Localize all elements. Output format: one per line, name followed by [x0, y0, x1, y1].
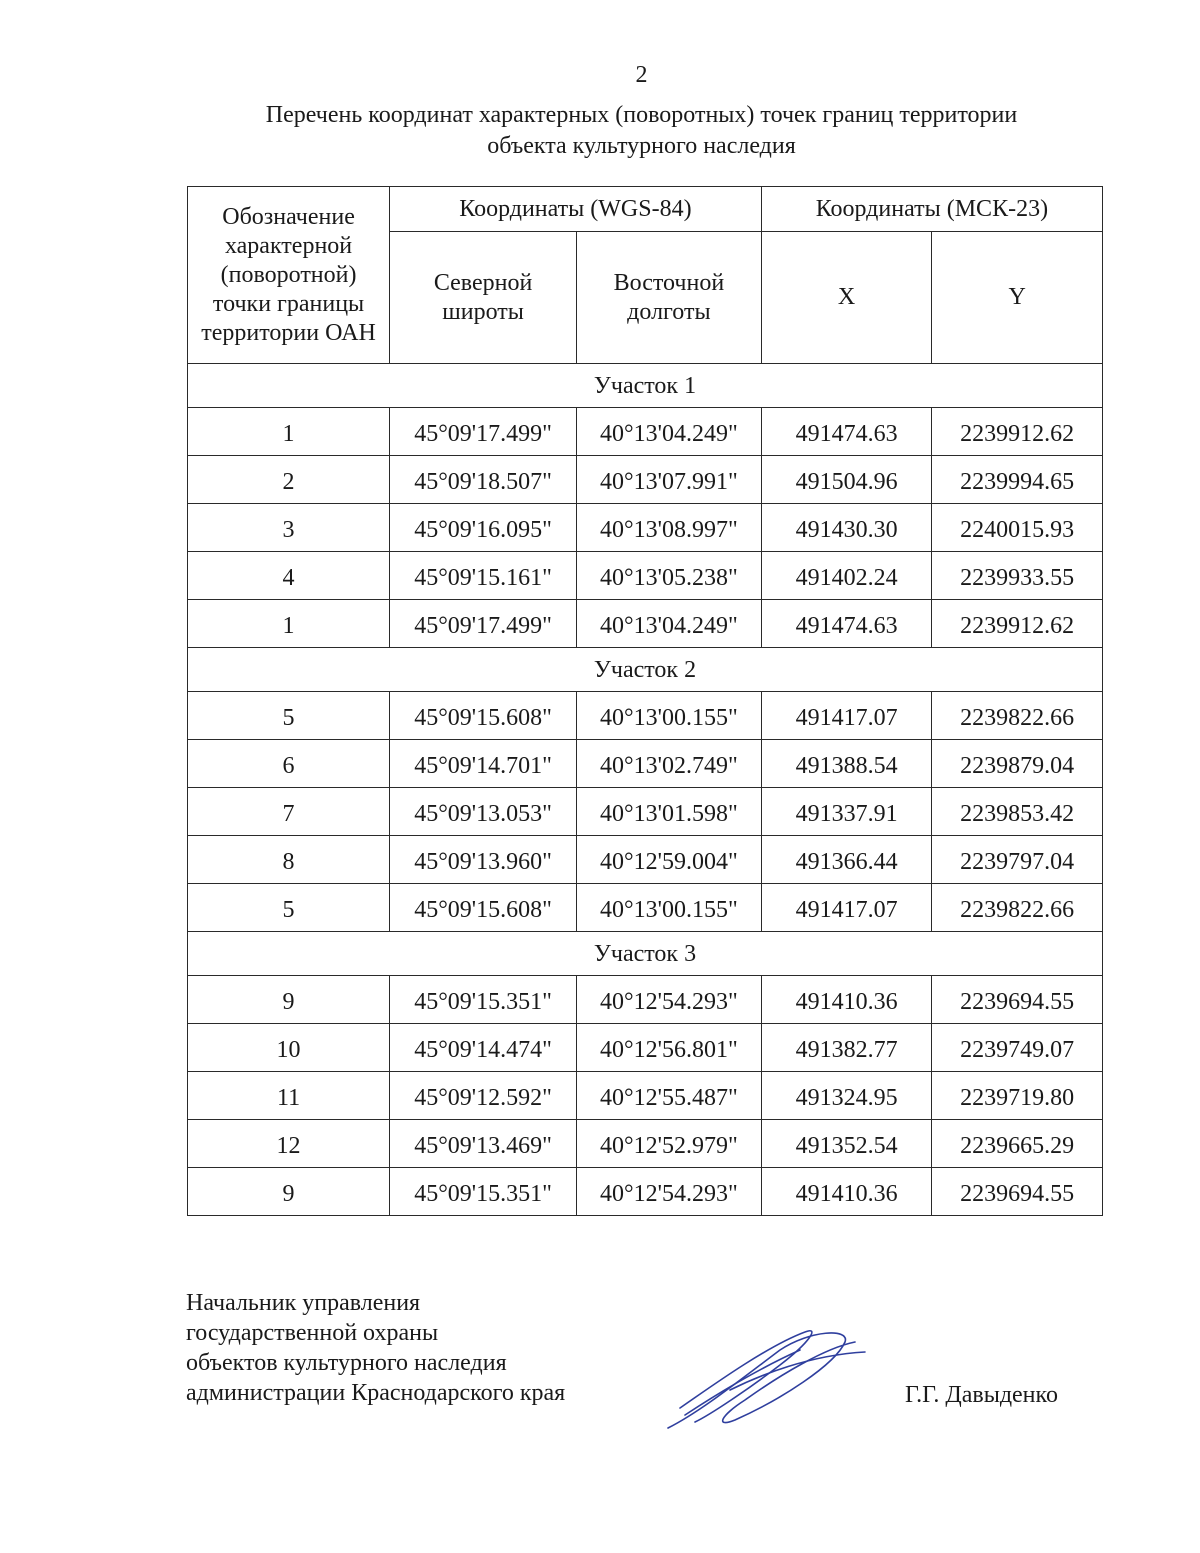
cell-point: 6: [188, 740, 390, 788]
cell-longitude: 40°13'00.155": [577, 884, 762, 932]
title-line-1: Перечень координат характерных (поворотных) точек границ территории: [265, 102, 1018, 128]
cell-longitude: 40°12'54.293": [577, 1168, 762, 1216]
table-row: [188, 740, 1103, 788]
cell-point: 3: [188, 504, 390, 552]
cell-longitude: 40°13'01.598": [577, 788, 762, 836]
handwritten-signature: [660, 1320, 880, 1440]
header-msk23: Координаты (МСК-23): [761, 187, 1102, 232]
cell-x: 491474.63: [761, 408, 932, 456]
cell-longitude: 40°13'08.997": [577, 504, 762, 552]
cell-latitude: 45°09'17.499": [390, 408, 577, 456]
cell-x: 491402.24: [761, 552, 932, 600]
table-row: [188, 408, 1103, 456]
position-line-4: администрации Краснодарского края: [186, 1380, 566, 1406]
table-row: [188, 1120, 1103, 1168]
cell-longitude: 40°13'07.991": [577, 456, 762, 504]
cell-longitude: 40°12'52.979": [577, 1120, 762, 1168]
cell-latitude: 45°09'17.499": [390, 600, 577, 648]
cell-longitude: 40°13'04.249": [577, 408, 762, 456]
cell-point: 11: [188, 1072, 390, 1120]
cell-point: 1: [188, 600, 390, 648]
section-title: Участок 2: [188, 648, 1103, 692]
cell-point: 9: [188, 976, 390, 1024]
cell-point: 5: [188, 692, 390, 740]
table-row: [188, 1168, 1103, 1216]
position-line-3: объектов культурного наследия: [186, 1350, 507, 1376]
header-latitude: Северной широты: [390, 232, 577, 364]
table-row: [188, 788, 1103, 836]
header-x: X: [761, 232, 932, 364]
header-y: Y: [932, 232, 1103, 364]
cell-y: 2239912.62: [932, 408, 1103, 456]
cell-x: 491504.96: [761, 456, 932, 504]
cell-y: 2239912.62: [932, 600, 1103, 648]
cell-longitude: 40°13'00.155": [577, 692, 762, 740]
cell-x: 491417.07: [761, 692, 932, 740]
cell-point: 8: [188, 836, 390, 884]
header-point-designation: Обозначение характерной (поворотной) точки границы территории ОАН: [188, 187, 390, 364]
position-line-2: государственной охраны: [186, 1320, 439, 1346]
table-row: [188, 504, 1103, 552]
table-row: [188, 836, 1103, 884]
section-row: [188, 364, 1103, 408]
table-row: [188, 1072, 1103, 1120]
cell-latitude: 45°09'13.960": [390, 836, 577, 884]
cell-x: 491388.54: [761, 740, 932, 788]
header-longitude: Восточной долготы: [577, 232, 762, 364]
cell-y: 2239719.80: [932, 1072, 1103, 1120]
title-line-2: объекта культурного наследия: [487, 133, 796, 159]
table-row: [188, 456, 1103, 504]
cell-latitude: 45°09'14.474": [390, 1024, 577, 1072]
cell-latitude: 45°09'16.095": [390, 504, 577, 552]
cell-point: 4: [188, 552, 390, 600]
cell-latitude: 45°09'18.507": [390, 456, 577, 504]
cell-longitude: 40°12'59.004": [577, 836, 762, 884]
cell-longitude: 40°12'54.293": [577, 976, 762, 1024]
cell-longitude: 40°13'02.749": [577, 740, 762, 788]
cell-y: 2239694.55: [932, 1168, 1103, 1216]
cell-latitude: 45°09'15.351": [390, 976, 577, 1024]
cell-latitude: 45°09'14.701": [390, 740, 577, 788]
document-title: [200, 100, 1083, 162]
cell-latitude: 45°09'15.351": [390, 1168, 577, 1216]
cell-x: 491366.44: [761, 836, 932, 884]
cell-x: 491474.63: [761, 600, 932, 648]
cell-x: 491337.91: [761, 788, 932, 836]
cell-y: 2239879.04: [932, 740, 1103, 788]
cell-point: 12: [188, 1120, 390, 1168]
cell-longitude: 40°12'55.487": [577, 1072, 762, 1120]
cell-point: 9: [188, 1168, 390, 1216]
cell-y: 2239797.04: [932, 836, 1103, 884]
cell-point: 1: [188, 408, 390, 456]
cell-longitude: 40°13'04.249": [577, 600, 762, 648]
cell-x: 491324.95: [761, 1072, 932, 1120]
table-row: [188, 692, 1103, 740]
cell-point: 5: [188, 884, 390, 932]
table-row: [188, 600, 1103, 648]
cell-x: 491352.54: [761, 1120, 932, 1168]
section-title: Участок 1: [188, 364, 1103, 408]
page-number: 2: [635, 62, 648, 88]
cell-x: 491430.30: [761, 504, 932, 552]
header-wgs84: Координаты (WGS-84): [390, 187, 762, 232]
signature-strokes: [668, 1331, 865, 1428]
cell-y: 2239749.07: [932, 1024, 1103, 1072]
cell-y: 2239822.66: [932, 884, 1103, 932]
cell-x: 491417.07: [761, 884, 932, 932]
cell-point: 2: [188, 456, 390, 504]
cell-point: 10: [188, 1024, 390, 1072]
cell-latitude: 45°09'15.161": [390, 552, 577, 600]
position-line-1: Начальник управления: [186, 1290, 421, 1316]
cell-latitude: 45°09'12.592": [390, 1072, 577, 1120]
cell-latitude: 45°09'15.608": [390, 692, 577, 740]
cell-x: 491410.36: [761, 976, 932, 1024]
table-row: [188, 884, 1103, 932]
cell-x: 491410.36: [761, 1168, 932, 1216]
cell-latitude: 45°09'13.053": [390, 788, 577, 836]
table-row: [188, 1024, 1103, 1072]
signatory-position: [186, 1288, 565, 1408]
section-row: [188, 932, 1103, 976]
cell-y: 2239822.66: [932, 692, 1103, 740]
cell-y: 2239694.55: [932, 976, 1103, 1024]
section-row: [188, 648, 1103, 692]
coordinates-table: [187, 186, 1103, 1216]
table-row: [188, 976, 1103, 1024]
cell-y: 2240015.93: [932, 504, 1103, 552]
table-row: [188, 552, 1103, 600]
cell-y: 2239994.65: [932, 456, 1103, 504]
section-title: Участок 3: [188, 932, 1103, 976]
cell-point: 7: [188, 788, 390, 836]
cell-y: 2239853.42: [932, 788, 1103, 836]
cell-latitude: 45°09'15.608": [390, 884, 577, 932]
cell-y: 2239665.29: [932, 1120, 1103, 1168]
cell-y: 2239933.55: [932, 552, 1103, 600]
signer-name: Г.Г. Давыденко: [905, 1382, 1058, 1408]
cell-longitude: 40°12'56.801": [577, 1024, 762, 1072]
cell-x: 491382.77: [761, 1024, 932, 1072]
cell-latitude: 45°09'13.469": [390, 1120, 577, 1168]
cell-longitude: 40°13'05.238": [577, 552, 762, 600]
